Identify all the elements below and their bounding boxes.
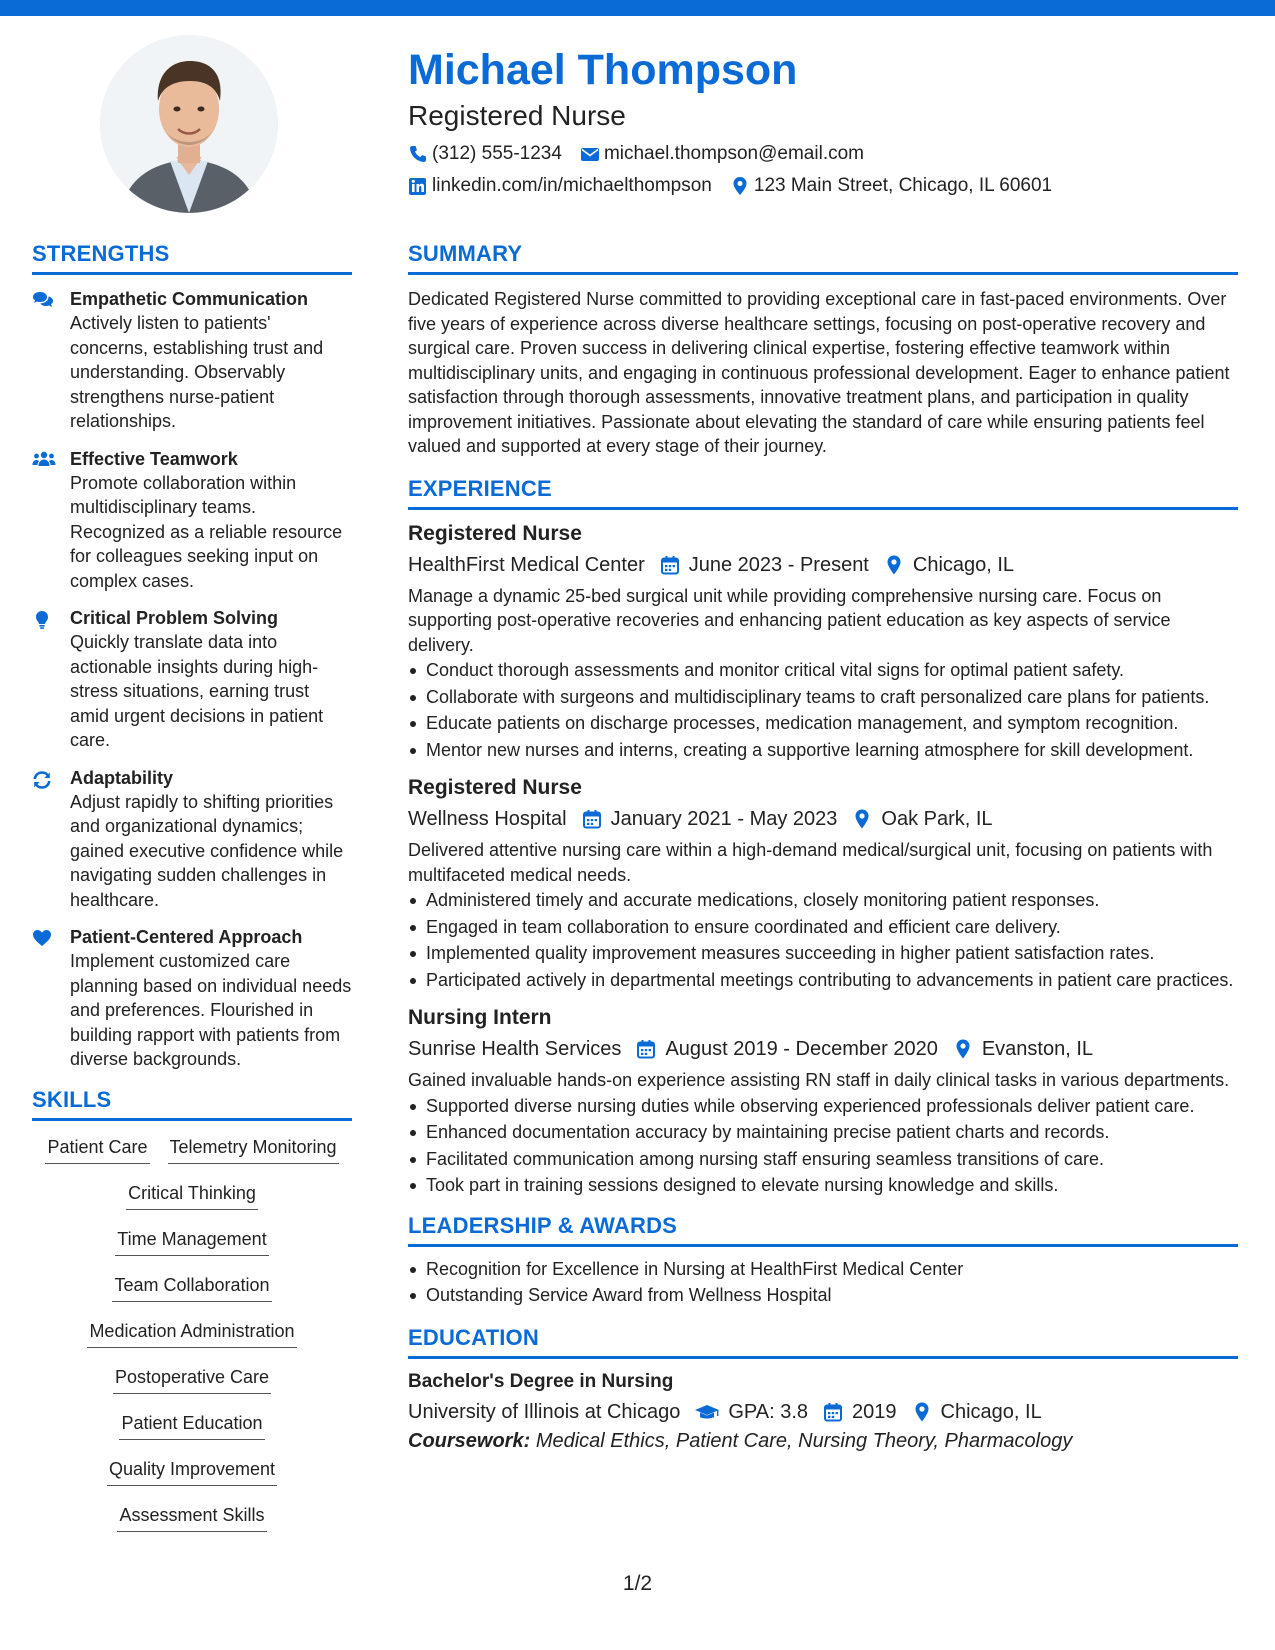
strength-description: Adjust rapidly to shifting priorities and organizational dynamics; gained executive confidence while navigating sudden challenges in healthcare. xyxy=(70,791,344,910)
strength-description: Implement customized care planning based on individual needs and preferences. Flourished in building rapport with patients from diverse backgrounds. xyxy=(70,951,352,1069)
skill-tag: Patient Education xyxy=(119,1409,264,1440)
address-contact xyxy=(730,174,1052,198)
job-location-wrap xyxy=(883,550,1014,580)
education-gpa-wrap xyxy=(694,1397,808,1427)
job-title: Nursing Intern xyxy=(408,1006,552,1029)
summary-text: Dedicated Registered Nurse committed to providing exceptional care in fast-paced environments. Over five years of experience across diverse healthcare settings, focusing on post-operative recovery and surgical care. Proven success in delivering clinical expertise, fostering effective teamwork within multidisciplinary units, and engaging in continuous professional development. Eager to enhance patient satisfaction through thorough assessments, innovative treatment plans, and participation in quality improvement initiatives. Passionate about elevating the standard of care while ensuring patients feel valued and supported at every stage of their journey. xyxy=(408,289,1230,456)
job-company: Sunrise Health Services xyxy=(408,1038,622,1060)
education-school: University of Illinois at Chicago xyxy=(408,1400,681,1423)
job-description: Manage a dynamic 25-bed surgical unit while providing comprehensive nursing care. Focus on supporting post-operative recoveries and enhancing patient education as key aspects of service delivery. xyxy=(408,585,1171,655)
list-item: Conduct thorough assessments and monitor critical vital signs for optimal patient safety. xyxy=(408,658,1238,683)
job-meta xyxy=(408,550,1238,580)
skills-divider xyxy=(32,1118,352,1121)
summary-heading: SUMMARY xyxy=(408,241,523,266)
job-bullets xyxy=(408,658,1238,762)
resume-header xyxy=(408,42,1238,198)
calendar-icon xyxy=(635,1038,657,1060)
job-entry xyxy=(408,774,1238,992)
strength-title: Empathetic Communication xyxy=(70,289,309,309)
right-column xyxy=(408,240,1238,1455)
skill-tag: Postoperative Care xyxy=(113,1363,271,1394)
email-contact[interactable] xyxy=(580,142,864,166)
graduation-cap-icon xyxy=(694,1401,720,1423)
skill-tag: Time Management xyxy=(115,1225,268,1256)
list-item: Recognition for Excellence in Nursing at HealthFirst Medical Center xyxy=(408,1257,1238,1282)
email-address: michael.thompson@email.com xyxy=(603,143,864,164)
heart-icon xyxy=(32,934,52,951)
education-meta xyxy=(408,1397,1238,1427)
comments-icon xyxy=(32,296,54,313)
list-item: Participated actively in departmental meetings contributing to advancements in patient care practices. xyxy=(408,968,1238,993)
strengths-list xyxy=(32,287,352,1072)
list-item: Facilitated communication among nursing staff ensuring seamless transitions of care. xyxy=(408,1147,1238,1172)
linkedin-contact[interactable] xyxy=(408,174,712,198)
education-location: Chicago, IL xyxy=(940,1400,1042,1423)
linkedin-url: linkedin.com/in/michaelthompson xyxy=(432,175,712,196)
lightbulb-icon xyxy=(32,617,52,634)
strength-item xyxy=(32,925,352,1072)
map-marker-icon xyxy=(730,176,750,196)
left-column xyxy=(32,240,352,1547)
phone-contact[interactable] xyxy=(408,142,562,166)
strength-item xyxy=(32,287,352,434)
coursework-list: Medical Ethics, Patient Care, Nursing Theory, Pharmacology xyxy=(535,1429,1073,1452)
job-entry xyxy=(408,1004,1238,1198)
strength-item xyxy=(32,447,352,594)
experience-heading: EXPERIENCE xyxy=(408,475,552,501)
sync-icon xyxy=(32,777,52,794)
job-company: HealthFirst Medical Center xyxy=(408,553,645,576)
job-location: Evanston, IL xyxy=(981,1038,1094,1060)
education-heading: EDUCATION xyxy=(408,1324,539,1350)
education-divider xyxy=(408,1356,1238,1359)
strength-title: Adaptability xyxy=(70,767,174,788)
awards-heading: LEADERSHIP & AWARDS xyxy=(408,1212,678,1238)
skill-tag: Team Collaboration xyxy=(112,1271,271,1302)
list-item: Implemented quality improvement measures succeeding in higher patient satisfaction rates. xyxy=(408,941,1238,966)
phone-icon xyxy=(408,144,428,164)
skill-tag: Patient Care xyxy=(45,1133,149,1164)
job-dates: August 2019 - December 2020 xyxy=(665,1038,938,1060)
job-location: Chicago, IL xyxy=(912,553,1015,576)
list-item: Engaged in team collaboration to ensure coordinated and efficient care delivery. xyxy=(408,915,1238,940)
list-item: Educate patients on discharge processes, medication management, and symptom recognition. xyxy=(408,711,1238,736)
list-item: Administered timely and accurate medications, closely monitoring patient responses. xyxy=(408,888,1238,913)
map-marker-icon xyxy=(952,1038,974,1060)
education-year: 2019 xyxy=(852,1400,897,1423)
job-entry xyxy=(408,520,1238,763)
list-item: Collaborate with surgeons and multidisciplinary teams to craft personalized care plans for patients. xyxy=(408,685,1238,710)
contact-row-1 xyxy=(408,142,1238,166)
education-year-wrap xyxy=(822,1397,897,1427)
list-item: Mentor new nurses and interns, creating a supportive learning atmosphere for skill development. xyxy=(408,738,1238,763)
job-meta xyxy=(408,804,1238,834)
job-bullets xyxy=(408,1094,1238,1198)
profile-photo xyxy=(100,35,278,213)
contact-row-2 xyxy=(408,174,1238,198)
envelope-icon xyxy=(580,144,600,164)
education-location-wrap xyxy=(911,1397,1042,1427)
strength-description: Quickly translate data into actionable insights during high-stress situations, earning trust amid urgent decisions in patient care. xyxy=(70,632,324,750)
summary-divider xyxy=(408,272,1238,275)
strength-item xyxy=(32,766,352,913)
job-dates-wrap xyxy=(581,804,838,834)
calendar-icon xyxy=(822,1401,844,1423)
job-title: Registered Nurse xyxy=(408,776,582,799)
list-item: Supported diverse nursing duties while observing experienced professionals deliver patient care. xyxy=(408,1094,1238,1119)
strength-description: Actively listen to patients' concerns, establishing trust and understanding. Observably strengthens nurse-patient relationships. xyxy=(70,313,324,431)
strength-description: Promote collaboration within multidisciplinary teams. Recognized as a reliable resource for colleagues seeking input on complex cases. xyxy=(70,472,343,591)
map-marker-icon xyxy=(911,1401,933,1423)
page-number: 1/2 xyxy=(622,1572,653,1595)
job-dates: January 2021 - May 2023 xyxy=(610,808,838,830)
strengths-heading: STRENGTHS xyxy=(32,241,170,266)
education-coursework xyxy=(408,1427,1238,1455)
experience-divider xyxy=(408,507,1238,510)
awards-list xyxy=(408,1257,1238,1308)
list-item: Enhanced documentation accuracy by maintaining precise patient charts and records. xyxy=(408,1120,1238,1145)
candidate-name: Michael Thompson xyxy=(408,46,798,94)
job-description: Delivered attentive nursing care within a high-demand medical/surgical unit, focusing on patients with multifaceted medical needs. xyxy=(408,840,1213,885)
job-bullets xyxy=(408,888,1238,992)
strengths-divider xyxy=(32,272,352,275)
skill-tag: Telemetry Monitoring xyxy=(168,1133,339,1164)
list-item: Outstanding Service Award from Wellness Hospital xyxy=(408,1283,1238,1308)
strength-title: Effective Teamwork xyxy=(70,448,238,469)
map-marker-icon xyxy=(883,554,905,576)
linkedin-icon xyxy=(408,176,428,196)
skills-list xyxy=(32,1133,352,1547)
skill-tag: Quality Improvement xyxy=(107,1455,277,1486)
job-dates-wrap xyxy=(635,1034,937,1064)
candidate-title: Registered Nurse xyxy=(408,100,626,131)
strength-item xyxy=(32,606,352,753)
calendar-icon xyxy=(659,554,681,576)
job-location-wrap xyxy=(851,804,992,834)
coursework-label: Coursework: xyxy=(408,1429,531,1452)
skill-tag: Medication Administration xyxy=(87,1317,296,1348)
job-dates-wrap xyxy=(659,550,869,580)
strength-title: Critical Problem Solving xyxy=(70,608,279,628)
job-description: Gained invaluable hands-on experience assisting RN staff in daily clinical tasks in various departments. xyxy=(408,1070,1230,1090)
job-location: Oak Park, IL xyxy=(881,808,993,830)
skill-tag: Assessment Skills xyxy=(117,1501,266,1532)
profile-photo-image xyxy=(100,35,278,213)
strength-title: Patient-Centered Approach xyxy=(70,927,303,947)
street-address: 123 Main Street, Chicago, IL 60601 xyxy=(753,175,1053,196)
job-company: Wellness Hospital xyxy=(408,808,567,830)
job-meta xyxy=(408,1034,1238,1064)
map-marker-icon xyxy=(851,808,873,830)
calendar-icon xyxy=(581,808,603,830)
job-dates: June 2023 - Present xyxy=(688,553,869,576)
job-location-wrap xyxy=(952,1034,1093,1064)
job-title: Registered Nurse xyxy=(408,521,582,545)
education-gpa: GPA: 3.8 xyxy=(728,1400,809,1423)
education-degree: Bachelor's Degree in Nursing xyxy=(408,1370,674,1392)
skills-heading: SKILLS xyxy=(32,1086,112,1112)
awards-divider xyxy=(408,1244,1238,1247)
skill-tag: Critical Thinking xyxy=(126,1179,258,1210)
phone-number: (312) 555-1234 xyxy=(432,143,562,164)
list-item: Took part in training sessions designed to elevate nursing knowledge and skills. xyxy=(408,1173,1238,1198)
top-accent-bar xyxy=(0,0,1275,16)
users-icon xyxy=(32,454,56,471)
